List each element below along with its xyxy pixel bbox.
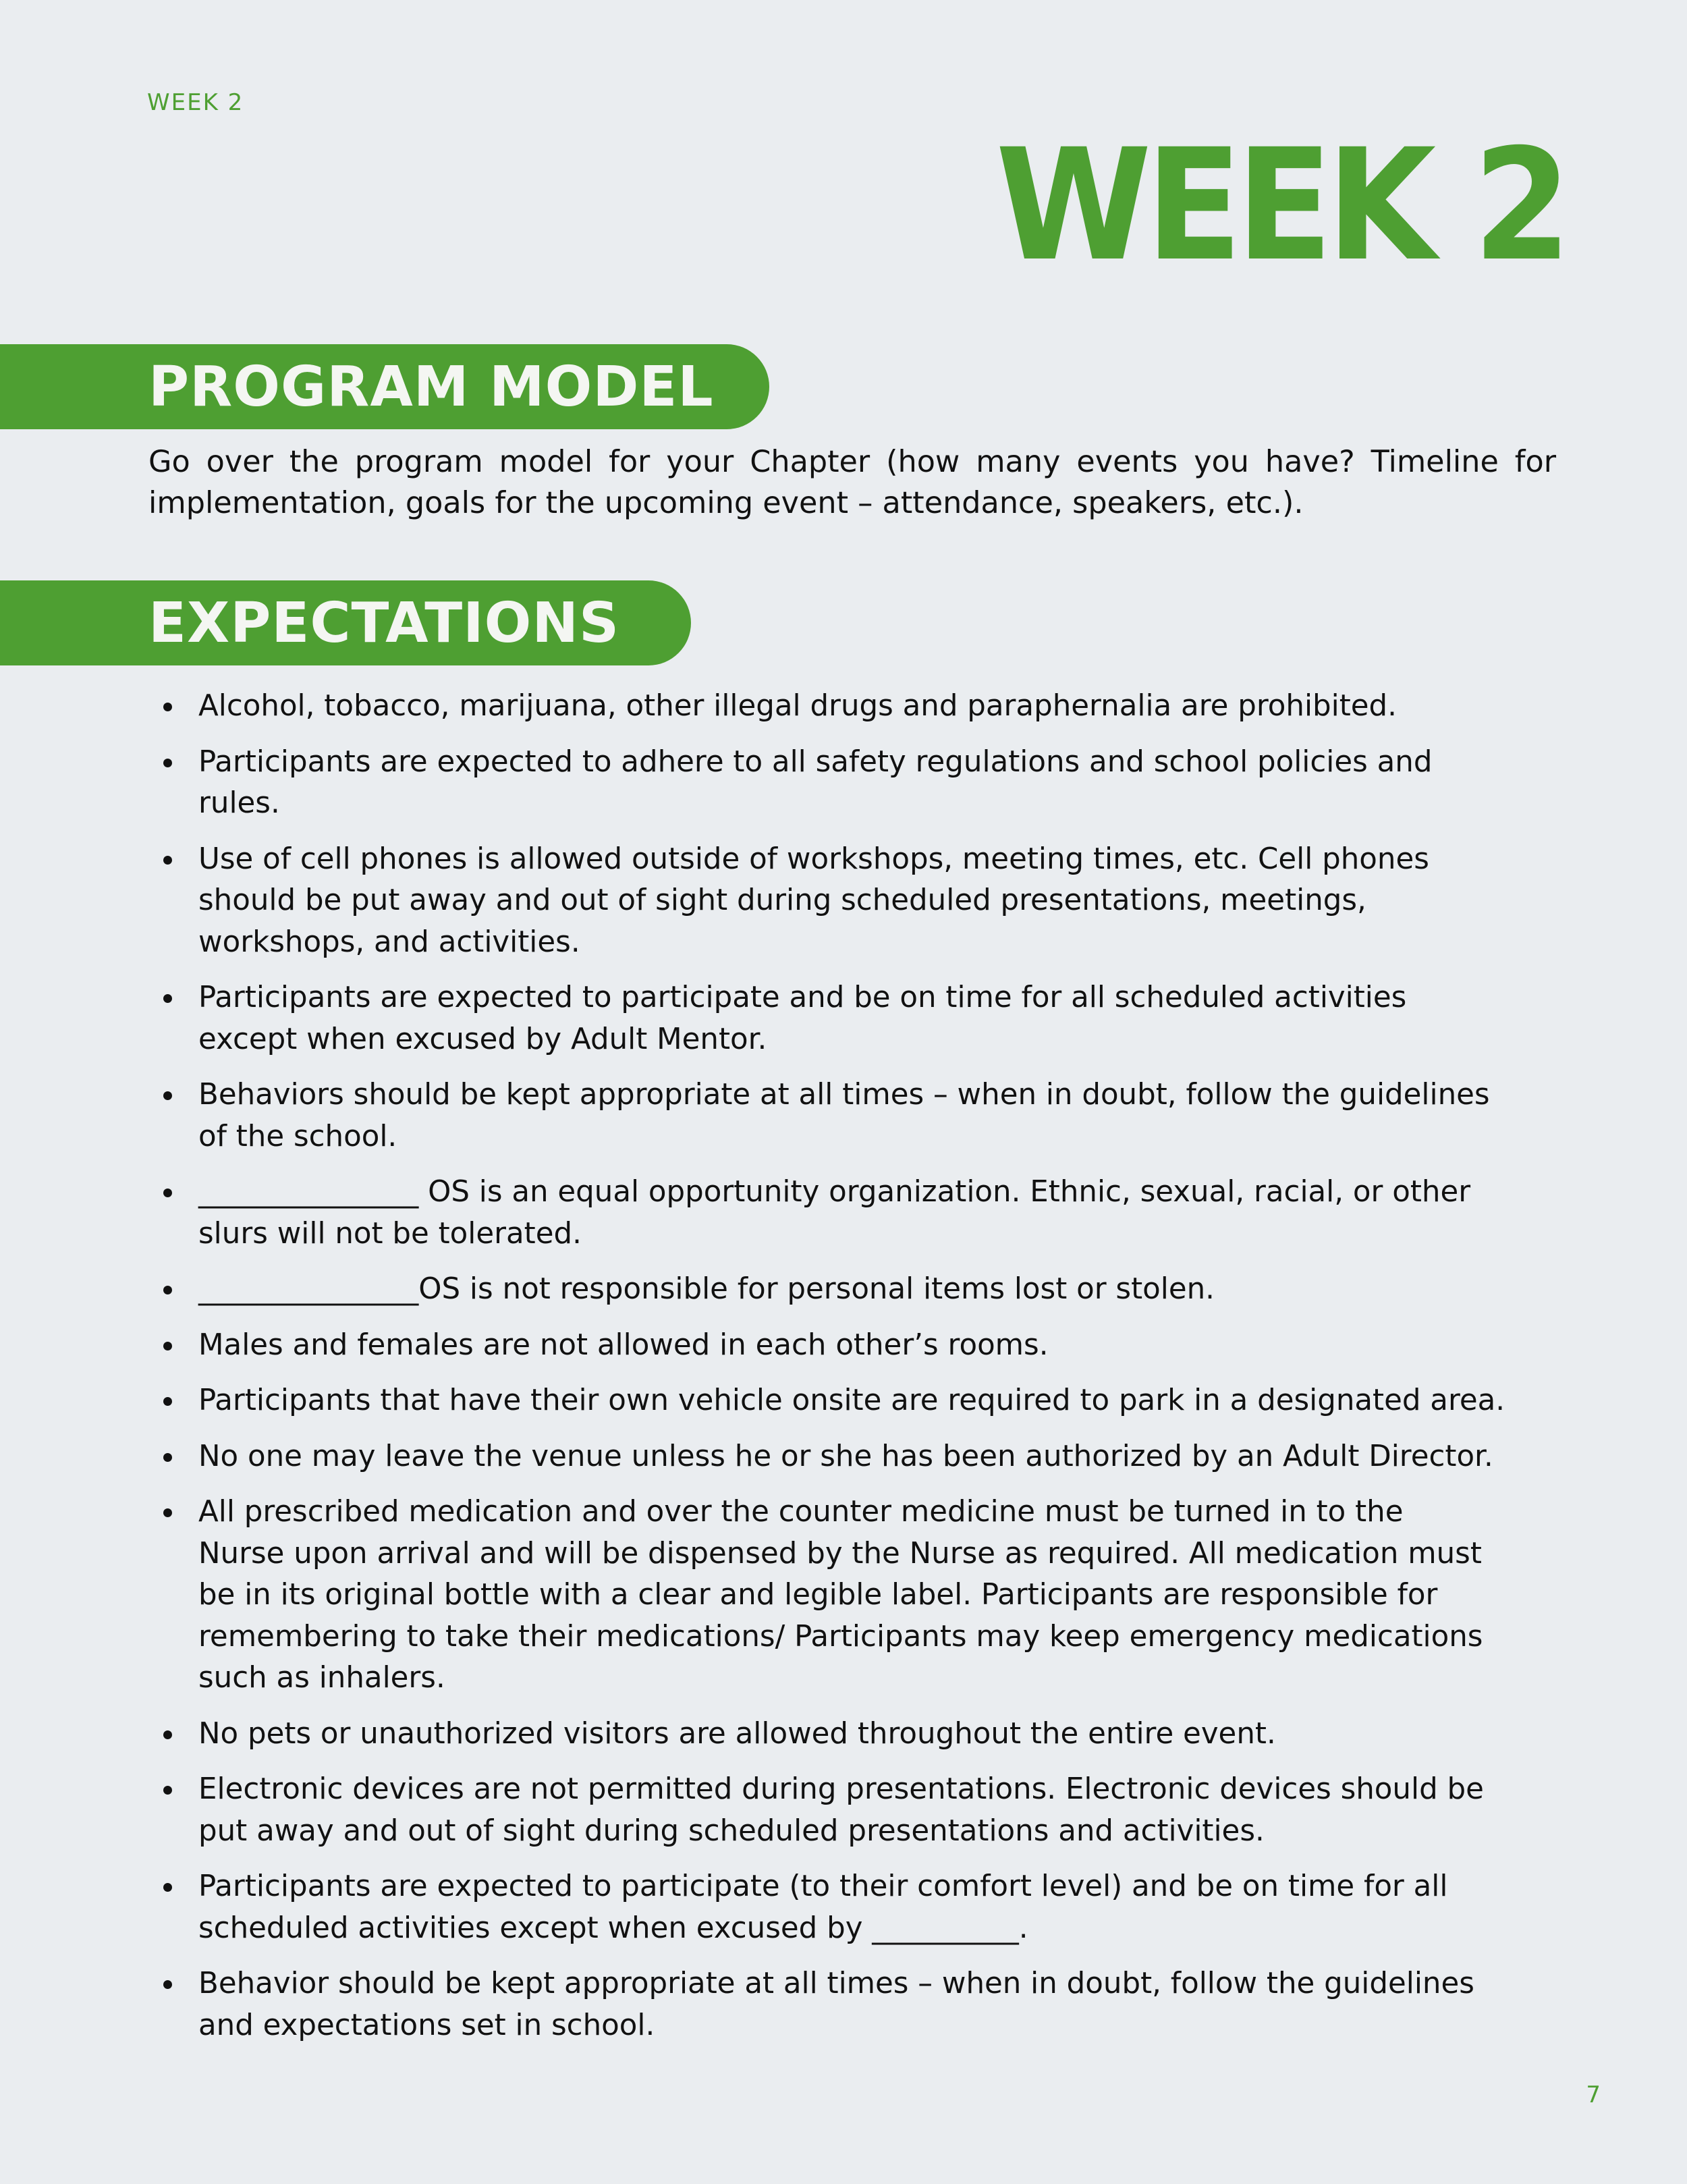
expectation-item [147,1714,1564,1755]
expectation-item [147,1380,1564,1422]
expectation-text: Use of cell phones is allowed outside of workshops, meeting times, etc. Cell phones should be put away and out of sight during scheduled presentations, meetings, workshops, and activities. [198,842,1429,959]
expectation-item [147,977,1564,1060]
expectations-list [147,686,1564,2060]
bullet-icon [163,703,172,711]
running-header: WEEK 2 [147,89,244,116]
expectation-item [147,839,1564,964]
bullet-icon [163,1786,172,1795]
bullet-icon [163,759,172,767]
page-number: 7 [1586,2081,1601,2108]
bullet-icon [163,994,172,1003]
expectation-item [147,1963,1564,2046]
bullet-icon [163,1342,172,1350]
expectation-item [147,742,1564,825]
expectation-item [147,686,1564,728]
bullet-icon [163,1730,172,1739]
expectation-item [147,1269,1564,1311]
bullet-icon [163,856,172,865]
bullet-icon [163,1189,172,1197]
bullet-icon [163,1883,172,1892]
bullet-icon [163,1453,172,1462]
expectation-item [147,1769,1564,1852]
program-model-heading: PROGRAM MODEL [148,354,714,419]
expectation-text: All prescribed medication and over the counter medicine must be turned in to the Nurse upon arrival and will be dispensed by the Nurse as required. All medication must be in its original bottle with a clear and legible label. Participants are responsible for remembering to take their medications/ Participants may keep emergency medications such as inhalers. [198,1495,1483,1695]
expectation-text: Participants are expected to participate (to their comfort level) and be on time for all scheduled activities except when excused by __________. [198,1869,1448,1945]
bullet-icon [163,1091,172,1100]
program-model-banner [0,344,769,429]
expectation-text: Participants are expected to adhere to all safety regulations and school policies and rules. [198,744,1433,820]
expectation-item [147,1436,1564,1478]
bullet-icon [163,1980,172,1989]
expectation-item [147,1866,1564,1949]
expectation-text: Behaviors should be kept appropriate at all times – when in doubt, follow the guidelines of the school. [198,1078,1490,1153]
bullet-icon [163,1397,172,1406]
page-title: WEEK 2 [995,115,1566,295]
expectation-text: Electronic devices are not permitted during presentations. Electronic devices should be put away and out of sight during scheduled presentations and activities. [198,1772,1484,1848]
expectation-text: Males and females are not allowed in each other’s rooms. [198,1328,1049,1362]
expectation-text: Alcohol, tobacco, marijuana, other illegal drugs and paraphernalia are prohibited. [198,689,1397,723]
expectation-text: Participants are expected to participate and be on time for all scheduled activities except when excused by Adult Mentor. [198,981,1407,1056]
expectation-text: _______________OS is not responsible for personal items lost or stolen. [198,1272,1215,1306]
expectations-banner [0,580,691,665]
expectations-heading: EXPECTATIONS [148,591,620,655]
expectation-item [147,1492,1564,1699]
bullet-icon [163,1508,172,1517]
expectation-text: _______________ OS is an equal opportunity organization. Ethnic, sexual, racial, or other slurs will not be tolerated. [198,1175,1471,1251]
expectation-text: No one may leave the venue unless he or she has been authorized by an Adult Director. [198,1439,1493,1473]
expectation-text: No pets or unauthorized visitors are allowed throughout the entire event. [198,1716,1276,1751]
program-model-paragraph: Go over the program model for your Chapter (how many events you have? Timeline for implementation, goals for the upcoming event – attendance, speakers, etc.). [148,445,1556,520]
expectation-item [147,1325,1564,1367]
bullet-icon [163,1286,172,1294]
expectation-item [147,1074,1564,1157]
expectation-text: Participants that have their own vehicle onsite are required to park in a designated area. [198,1384,1505,1417]
expectation-item [147,1172,1564,1255]
expectation-text: Behavior should be kept appropriate at all times – when in doubt, follow the guidelines and expectations set in school. [198,1967,1474,2042]
